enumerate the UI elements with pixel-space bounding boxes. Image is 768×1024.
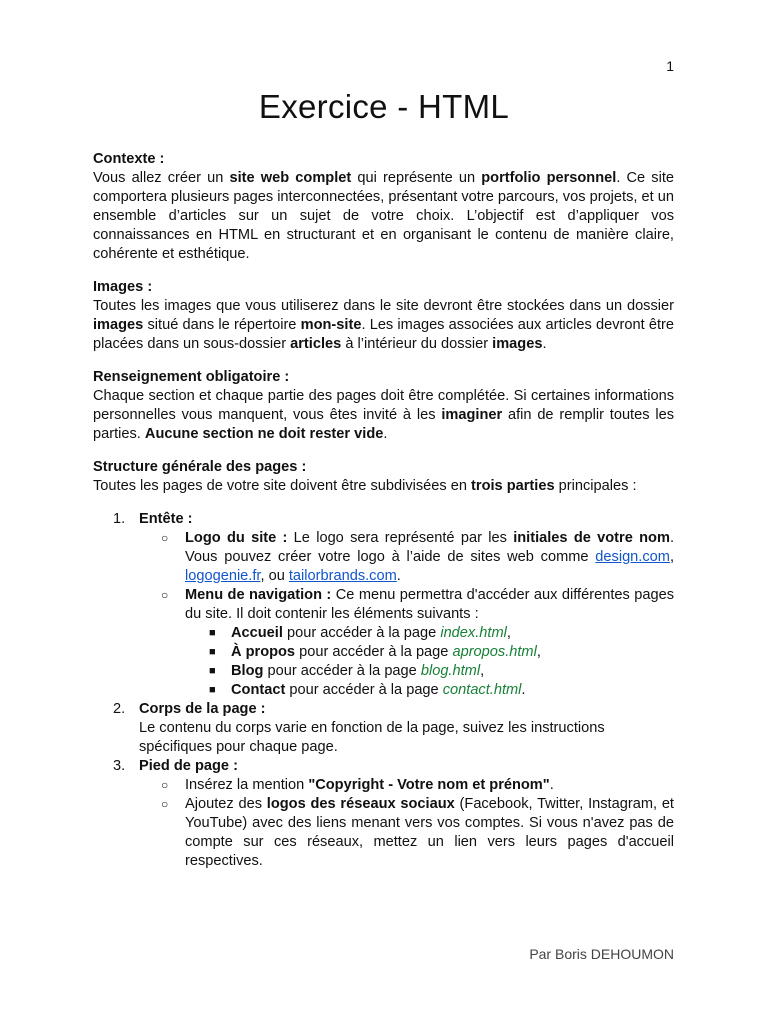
document-body [93,150,674,871]
text-run: Le logo sera représenté par les [287,530,514,546]
bold-run: Blog [231,663,264,679]
text-run: pour accéder à la page [263,663,421,679]
bold-run: "Copyright - Votre nom et prénom" [308,777,550,793]
list-number: 3. [113,758,126,774]
menu-item-accueil [185,624,674,643]
section-heading: Contexte : [93,151,165,167]
link-tailorbrands[interactable]: tailorbrands.com [288,568,397,584]
circle-bullet-icon: ○ [161,588,169,602]
page-number: 1 [666,58,674,74]
section-structure [93,458,674,496]
circle-bullet-icon: ○ [161,797,169,811]
section-text [93,387,674,444]
section-renseignement [93,368,674,444]
text-run: afin de remplir toutes les parties. [93,407,674,442]
text-run: Ajoutez des [185,796,267,812]
circle-bullet-icon: ○ [161,531,169,545]
square-bullet-icon: ■ [209,665,216,677]
bold-run: images [492,336,543,352]
square-bullet-icon: ■ [209,627,216,639]
list-number: 2. [113,701,126,717]
link-design-com[interactable]: design.com [595,549,670,565]
text-run: pour accéder à la page [282,625,441,641]
text-run: Insérez la mention [185,777,309,793]
section-contexte [93,150,674,264]
text-run: (Facebook, Twitter, Instagram, et YouTube) avec des liens menant vers vos comptes. Si vous n'avez pas de compte sur ces réseaux, mettez un lien vers leurs pages d'accueil respectives. [185,796,674,869]
text-run: Toutes les images que vous utiliserez dans le site devront être stockées dans un dossier [93,298,674,314]
text-run: . [396,568,401,584]
section-heading: Renseignement obligatoire : [93,369,290,385]
text-run: Chaque section et chaque partie des pages doit être complétée. Si certaines informations personnelles vous manquent, vous êtes invité à les [93,388,674,423]
link-logogenie[interactable]: logogenie.fr [185,568,261,584]
sublist-item-copyright [139,776,674,795]
text-run: . [521,682,526,698]
section-text [93,477,674,496]
menu-item-blog [185,662,674,681]
square-bullet-icon: ■ [209,646,216,658]
bold-run: imaginer [441,407,503,423]
footer-author: Par Boris DEHOUMON [529,946,674,962]
menu-item-contact [185,681,674,700]
sublist-item-menu [139,586,674,700]
bold-run: articles [290,336,342,352]
file-name: index.html [440,625,507,641]
text-run: , [480,663,485,679]
bold-run: Logo du site : [185,530,288,546]
bold-run: initiales de votre nom [513,530,670,546]
text-run: , ou [260,568,289,584]
circle-bullet-icon: ○ [161,778,169,792]
bold-run: À propos [231,644,296,660]
file-name: blog.html [420,663,481,679]
list-item-label: Corps de la page : [139,701,266,717]
text-run: , [536,644,541,660]
file-name: apropos.html [452,644,537,660]
text-run: . Les images associées aux articles devront être placées dans un sous-dossier [93,317,674,352]
sublist-item-social [139,795,674,871]
page-title: Exercice - HTML [258,88,510,125]
list-item-entete [93,510,674,700]
text-run: Vous allez créer un [93,170,230,186]
bold-run: Menu de navigation : [185,587,332,603]
bold-run: images [93,317,144,333]
bold-run: site web complet [229,170,352,186]
pied-sublist [139,776,674,871]
section-heading: Structure générale des pages : [93,459,307,475]
text-run: , [669,549,674,565]
text-run: principales : [554,478,637,494]
entete-sublist [139,529,674,700]
bold-run: trois parties [471,478,555,494]
text-run: pour accéder à la page [295,644,453,660]
list-item-pied [93,757,674,871]
text-run: Toutes les pages de votre site doivent être subdivisées en [93,478,472,494]
bold-run: logos des réseaux sociaux [266,796,455,812]
bold-run: Accueil [231,625,283,641]
text-run: Ce menu permettra d'accéder aux différentes pages du site. Il doit contenir les éléments suivants : [185,587,674,622]
bold-run: mon-site [300,317,362,333]
sublist-item-logo [139,529,674,586]
section-images [93,278,674,354]
section-text [93,297,674,354]
menu-item-apropos [185,643,674,662]
square-bullet-icon: ■ [209,684,216,696]
list-number: 1. [113,511,126,527]
text-run: . Vous pouvez créer votre logo à l’aide de sites web comme [185,530,674,565]
text-run: . [542,336,547,352]
text-run: qui représente un [351,170,482,186]
section-heading: Images : [93,279,153,295]
corps-text: Le contenu du corps varie en fonction de la page, suivez les instructions spécifiques pour chaque page. [139,720,605,755]
text-run: à l’intérieur du dossier [341,336,493,352]
bold-run: Aucune section ne doit rester vide [144,426,384,442]
text-run: . [383,426,388,442]
text-run: situé dans le répertoire [143,317,301,333]
page-parts-list [93,510,674,871]
text-run: . Ce site comportera plusieurs pages interconnectées, présentant votre parcours, vos projets, et un ensemble d’articles sur un sujet de votre choix. L’objectif est d’appliquer vos connaissances en HTML en structurant et en organisant le contenu de manière claire, cohérente et esthétique. [93,170,674,262]
bold-run: Contact [231,682,286,698]
bold-run: portfolio personnel [481,170,617,186]
text-run: , [506,625,511,641]
file-name: contact.html [442,682,522,698]
section-text [93,169,674,264]
text-run: . [549,777,554,793]
list-item-label: Pied de page : [139,758,238,774]
list-item-corps [93,700,674,757]
text-run: pour accéder à la page [285,682,443,698]
menu-items-list [185,624,674,700]
list-item-label: Entête : [139,511,193,527]
